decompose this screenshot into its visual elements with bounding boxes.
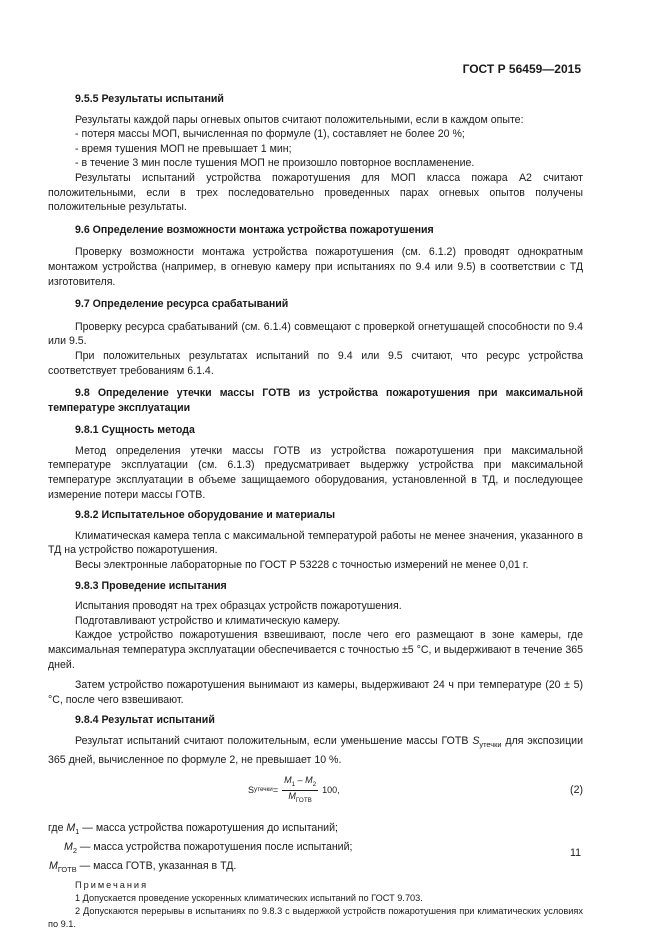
paragraph: Весы электронные лабораторные по ГОСТ Р 53228 с точностью измерений не менее 0,01 г.: [75, 559, 529, 572]
section-heading-9-8-1: 9.8.1 Сущность метода: [75, 424, 195, 437]
legend-line: $M_2$ — масса устройства пожаротушения после испытаний;: [64, 840, 353, 856]
notes-block: [48, 879, 583, 931]
formula-expression: S утечки = $\frac{M_1 - M_2}{M_{ГОТВ}}$ 100,: [248, 775, 340, 804]
paragraph: Метод определения утечки массы ГОТВ из устройства пожаротушения при максимальной температуре эксплуатации (см. 6.1.3) предусматривает выдержку устройства при максимальной температуре эксплуатации в объеме защищаемого оборудования, установленной в ТД, и последующее измерение потери массы ГОТВ.: [48, 444, 583, 501]
list-item: - в течение 3 мин после тушения МОП не произошло повторное воспламенение.: [75, 157, 475, 170]
formula-fraction: $\frac{M_1 - M_2}{M_{ГОТВ}}$: [284, 775, 317, 804]
legend-line: $M_{ГОТВ}$ — масса ГОТВ, указанная в ТД.: [49, 859, 237, 874]
paragraph: Результат испытаний считают положительным, если уменьшение массы ГОТВ $S_{утечки}$ для экспозиции 365 дней, вычисленное по формуле 2, не превышает 10 %.: [48, 734, 583, 766]
formula-2: [48, 775, 583, 809]
standard-header: ГОСТ Р 56459—2015: [462, 62, 581, 76]
legend-line: где $M_1$ — масса устройства пожаротушения до испытаний;: [48, 822, 338, 837]
formula-number: (2): [570, 784, 583, 797]
paragraph: При положительных результатах испытаний по 9.4 или 9.5 считают, что ресурс устройства соответствует требованиям 6.1.4.: [48, 349, 583, 377]
page-number: 11: [570, 847, 581, 859]
formula-legend: [48, 821, 583, 877]
list-item: - потеря массы МОП, вычисленная по формуле (1), составляет не более 20 %;: [75, 128, 465, 141]
section-heading-9-7: 9.7 Определение ресурса срабатываний: [75, 298, 289, 311]
section-heading-9-6: 9.6 Определение возможности монтажа устройства пожаротушения: [75, 223, 434, 236]
section-heading-9-8-2: 9.8.2 Испытательное оборудование и материалы: [75, 509, 335, 522]
section-heading-9-8: 9.8 Определение утечки массы ГОТВ из устройства пожаротушения при максимальной температуре эксплуатации: [48, 387, 583, 414]
note-item: 1 Допускается проведение ускоренных климатических испытаний по ГОСТ 9.703.: [75, 893, 423, 904]
paragraph: Результаты каждой пары огневых опытов считают положительными, если в каждом опыте:: [75, 113, 524, 126]
paragraph: Затем устройство пожаротушения вынимают из камеры, выдерживают 24 ч при температуре (20 ± 5) °С, после чего взвешивают.: [48, 679, 583, 706]
paragraph: Проверку ресурса срабатываний (см. 6.1.4) совмещают с проверкой огнетушащей способности по 9.4 или 9.5.: [48, 320, 583, 348]
paragraph: Испытания проводят на трех образцах устройств пожаротушения.: [75, 600, 402, 613]
paragraph: Климатическая камера тепла с максимальной температурой работы не менее значения, указанного в ТД на устройство пожаротушения.: [48, 529, 583, 557]
paragraph: Подготавливают устройство и климатическую камеру.: [75, 614, 341, 627]
page-content: [48, 92, 583, 931]
note-item: 2 Допускаются перерывы в испытаниях по 9.8.3 с выдержкой устройств пожаротушения при климатических условиях по 9.1.: [48, 906, 583, 930]
paragraph: Результаты испытаний устройства пожаротушения для МОП класса пожара А2 считают положительными, если в трех последовательно проведенных парах огневых опытов получены положительные результаты.: [48, 171, 583, 214]
section-heading-9-8-4: 9.8.4 Результат испытаний: [75, 714, 215, 727]
section-heading-9-5-5: 9.5.5 Результаты испытаний: [75, 93, 224, 105]
section-heading-9-8-3: 9.8.3 Проведение испытания: [75, 579, 227, 592]
list-item: - время тушения МОП не превышает 1 мин;: [75, 142, 292, 155]
paragraph: Каждое устройство пожаротушения взвешивают, после чего его размещают в зоне камеры, где максимальная температура эксплуатации обеспечивается с точностью ±5 °С, и выдерживают в течение 365 дней.: [48, 629, 583, 671]
notes-title: Примечания: [75, 880, 149, 891]
paragraph: Проверку возможности монтажа устройства пожаротушения (см. 6.1.2) проводят однократным монтажом устройства (например, в огневую камеру при испытаниях по 9.4 или 9.5) в соответствии с ТД изготовителя.: [48, 246, 583, 288]
